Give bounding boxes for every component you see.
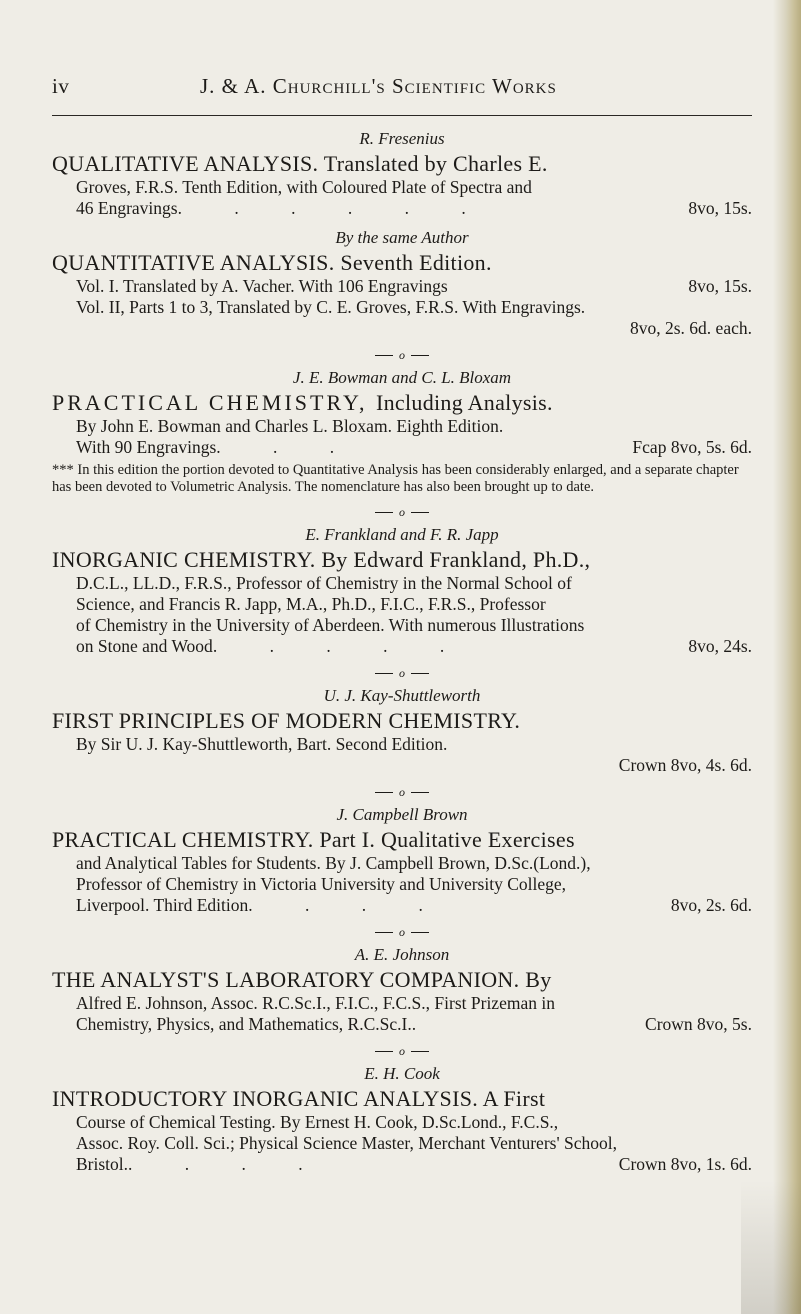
- entry-line: Assoc. Roy. Coll. Sci.; Physical Science Master, Merchant Venturers' School,: [76, 1133, 617, 1153]
- section-separator: o: [52, 926, 752, 938]
- entry-body: [52, 276, 752, 339]
- entry-title-rest: A First: [482, 1086, 546, 1111]
- entry-title-main: QUALITATIVE ANALYSIS.: [52, 151, 319, 176]
- entry-author: J. Campbell Brown: [336, 805, 468, 824]
- entry-price: 8vo, 2s. 6d. each.: [630, 318, 752, 338]
- entry-line-text: on Stone and Wood: [76, 636, 213, 656]
- entry-line: and Analytical Tables for Students. By J. Campbell Brown, D.Sc.(Lond.),: [76, 853, 591, 873]
- entry-price: 8vo, 15s.: [688, 198, 752, 218]
- catalogue-listing: [52, 128, 752, 1175]
- entry-line: Professor of Chemistry in Victoria University and University College,: [76, 874, 567, 894]
- entry-body: [52, 993, 752, 1035]
- catalogue-entry: [52, 128, 752, 219]
- entry-line: Science, and Francis R. Japp, M.A., Ph.D., F.I.C., F.R.S., Professor: [76, 594, 546, 614]
- leader-dots: . . . . . .: [177, 198, 490, 218]
- header-rule: [52, 115, 752, 116]
- catalogue-entry: [52, 524, 752, 657]
- entry-line: [76, 198, 752, 219]
- entry-title-rest: Including Analysis.: [376, 390, 553, 415]
- entry-author: R. Fresenius: [359, 129, 445, 148]
- entry-title-main: PRACTICAL CHEMISTRY.: [52, 827, 314, 852]
- entry-line: [76, 1014, 752, 1035]
- entry-title: [52, 390, 752, 416]
- leader-dots: . . .: [216, 437, 359, 457]
- page-number: iv: [52, 74, 70, 98]
- entry-title-rest: Part I. Qualitative Exercises: [319, 827, 575, 852]
- entry-note: *** In this edition the portion devoted to Quantitative Analysis has been considerably enlarged, and a separate chapter has been devoted to Volumetric Analysis. The nomenclature has also been brought up to date.: [52, 462, 739, 495]
- entry-title: [52, 250, 752, 276]
- entry-line: Course of Chemical Testing. By Ernest H. Cook, D.Sc.Lond., F.C.S.,: [76, 1112, 559, 1132]
- entry-title: [52, 151, 752, 177]
- entry-price: Fcap 8vo, 5s. 6d.: [632, 437, 752, 457]
- entry-title-main: PRACTICAL CHEMISTRY,: [52, 390, 368, 415]
- entry-line-text: With 90 Engravings: [76, 437, 217, 457]
- entry-line: of Chemistry in the University of Aberdeen. With numerous Illustrations: [76, 615, 585, 635]
- entry-line: By John E. Bowman and Charles L. Bloxam. Eighth Edition.: [76, 416, 504, 436]
- entry-title-main: FIRST PRINCIPLES OF MODERN CHEMISTRY.: [52, 708, 521, 733]
- leader-dots: .: [411, 1014, 441, 1034]
- entry-line-text: Vol. I. Translated by A. Vacher. With 106 Engravings: [76, 276, 448, 296]
- entry-price: Crown 8vo, 4s. 6d.: [618, 755, 752, 775]
- leader-dots: . . . .: [248, 895, 447, 915]
- entry-title-rest: Seventh Edition.: [340, 250, 492, 275]
- running-title: J. & A. Churchill's Scientific Works: [200, 74, 557, 98]
- entry-body: [52, 177, 752, 219]
- catalogue-entry: [52, 227, 752, 339]
- entry-author: E. H. Cook: [364, 1064, 440, 1083]
- entry-line-text: Liverpool. Third Edition: [76, 895, 249, 915]
- entry-title: [52, 547, 752, 573]
- section-separator: o: [52, 349, 752, 361]
- entry-body: [52, 1112, 752, 1175]
- entry-author: By the same Author: [335, 228, 469, 247]
- catalogue-entry: [52, 944, 752, 1035]
- entry-title: [52, 827, 752, 853]
- entry-title-rest: Translated by Charles E.: [323, 151, 548, 176]
- entry-body: [52, 853, 752, 916]
- entry-line: Alfred E. Johnson, Assoc. R.C.Sc.I., F.I.C., F.C.S., First Prizeman in: [76, 993, 555, 1013]
- catalogue-entry: [52, 685, 752, 776]
- catalogue-entry: [52, 367, 752, 496]
- entry-price: 8vo, 15s.: [688, 276, 752, 296]
- page-edge-shading: [773, 0, 801, 1314]
- entry-body: [52, 734, 752, 776]
- entry-title-main: INORGANIC CHEMISTRY.: [52, 547, 316, 572]
- entry-line-text: 46 Engravings: [76, 198, 178, 218]
- leader-dots: . . . .: [128, 1154, 327, 1174]
- entry-author: U. J. Kay-Shuttleworth: [323, 686, 481, 705]
- entry-price: Crown 8vo, 1s. 6d.: [618, 1154, 752, 1174]
- entry-author: J. E. Bowman and C. L. Bloxam: [292, 368, 512, 387]
- entry-line: [76, 636, 752, 657]
- page-corner-shadow: [741, 1180, 801, 1314]
- entry-line-text: Chemistry, Physics, and Mathematics, R.C.Sc.I.: [76, 1014, 412, 1034]
- entry-line: [76, 1154, 752, 1175]
- entry-price: 8vo, 2s. 6d.: [670, 895, 752, 915]
- entry-title: [52, 1086, 752, 1112]
- entry-title-rest: By Edward Frankland, Ph.D.,: [321, 547, 591, 572]
- entry-title-main: THE ANALYST'S LABORATORY COMPANION.: [52, 967, 520, 992]
- catalogue-entry: [52, 1063, 752, 1175]
- entry-body: [52, 416, 752, 458]
- entry-price: Crown 8vo, 5s.: [645, 1014, 752, 1034]
- leader-dots: . . . . .: [212, 636, 469, 656]
- entry-title-rest: By: [525, 967, 552, 992]
- catalogue-entry: [52, 804, 752, 916]
- section-separator: o: [52, 786, 752, 798]
- entry-line-text: Bristol.: [76, 1154, 129, 1174]
- entry-title-main: QUANTITATIVE ANALYSIS.: [52, 250, 335, 275]
- section-separator: o: [52, 667, 752, 679]
- entry-title: [52, 967, 752, 993]
- entry-line: Groves, F.R.S. Tenth Edition, with Coloured Plate of Spectra and: [76, 177, 532, 197]
- entry-line: [76, 895, 752, 916]
- entry-line: D.C.L., LL.D., F.R.S., Professor of Chemistry in the Normal School of: [76, 573, 572, 593]
- entry-line: [76, 276, 752, 297]
- entry-author: E. Frankland and F. R. Japp: [305, 525, 499, 544]
- entry-title-main: INTRODUCTORY INORGANIC ANALYSIS.: [52, 1086, 479, 1111]
- entry-line: [76, 437, 752, 458]
- section-separator: o: [52, 506, 752, 518]
- section-separator: o: [52, 1045, 752, 1057]
- entry-author: A. E. Johnson: [354, 945, 450, 964]
- entry-price: 8vo, 24s.: [688, 636, 752, 656]
- entry-body: [52, 573, 752, 657]
- entry-line: Vol. II, Parts 1 to 3, Translated by C. E. Groves, F.R.S. With Engravings.: [76, 297, 586, 317]
- entry-title: [52, 708, 752, 734]
- entry-line: By Sir U. J. Kay-Shuttleworth, Bart. Second Edition.: [76, 734, 448, 754]
